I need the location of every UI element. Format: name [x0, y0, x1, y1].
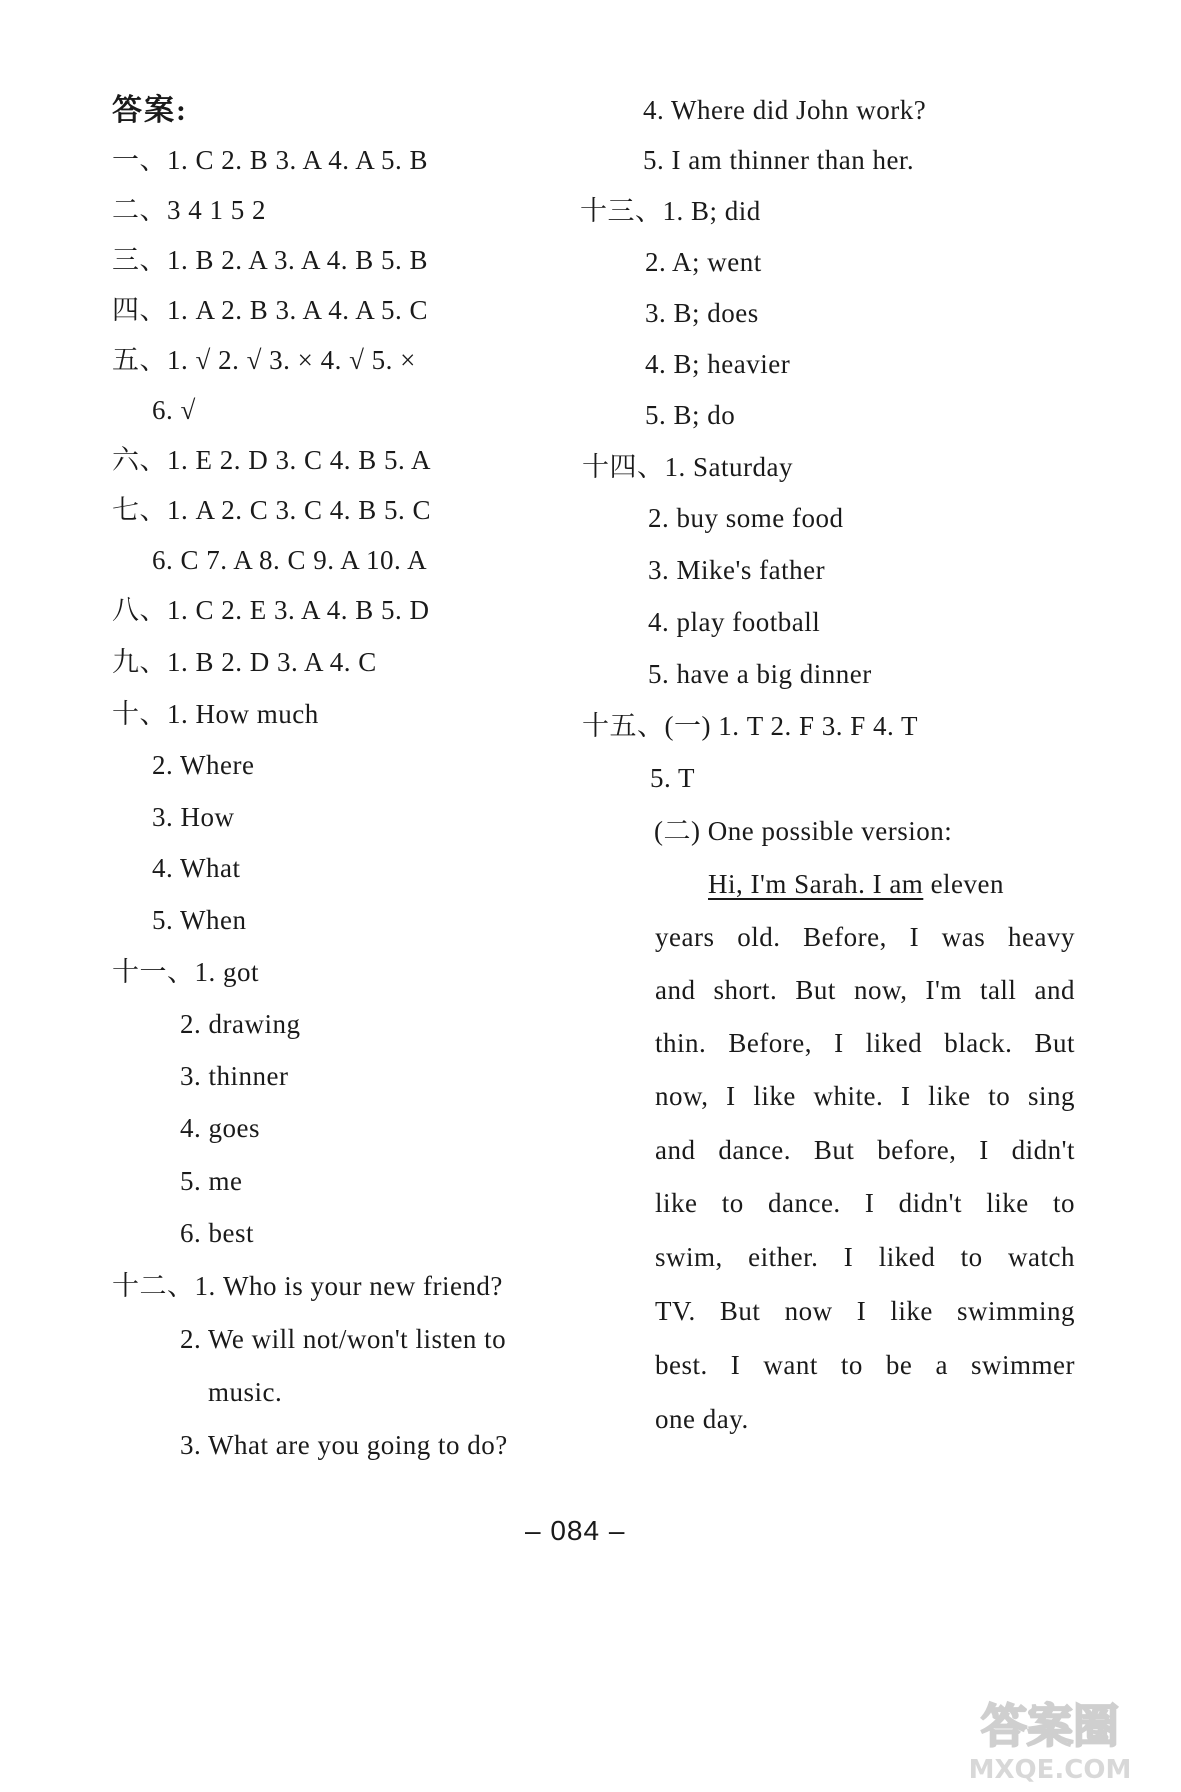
answer-line: 九、1. B 2. D 3. A 4. C	[112, 647, 377, 677]
essay-first-line	[708, 867, 1020, 901]
answer-line: 5. T	[650, 763, 696, 793]
answer-line: 十二、1. Who is your new friend?	[112, 1271, 503, 1301]
answer-line: 3. Mike's father	[648, 555, 826, 585]
essay-line: and dance. But before, I didn't	[655, 1135, 1075, 1165]
answer-line: 5. When	[152, 905, 247, 935]
answer-line: 3. How	[152, 802, 235, 832]
site-watermark-logo	[930, 1690, 1170, 1786]
essay-line: years old. Before, I was heavy	[655, 922, 1075, 952]
answer-line: 八、1. C 2. E 3. A 4. B 5. D	[112, 595, 430, 625]
answer-line: 4. play football	[648, 607, 821, 637]
answer-line: 3. What are you going to do?	[180, 1430, 508, 1460]
answer-line: 6. √	[152, 395, 196, 425]
answer-line: 4. B; heavier	[645, 349, 791, 379]
answer-line: 四、1. A 2. B 3. A 4. A 5. C	[112, 295, 429, 325]
answer-line: 4. What	[152, 853, 241, 883]
answer-line: 六、1. E 2. D 3. C 4. B 5. A	[112, 445, 432, 475]
answer-line: 十三、1. B; did	[580, 196, 761, 226]
essay-underlined-text: Hi, I'm Sarah. I am	[708, 869, 924, 899]
answer-line: 5. me	[180, 1166, 243, 1196]
essay-line: and short. But now, I'm tall and	[655, 975, 1075, 1005]
answer-line: 5. I am thinner than her.	[643, 145, 915, 175]
essay-line: now, I like white. I like to sing	[655, 1081, 1075, 1111]
answer-line: 十、1. How much	[112, 699, 319, 729]
answer-line: 十四、1. Saturday	[582, 452, 793, 482]
answer-line: 十一、1. got	[112, 957, 260, 987]
essay-line: thin. Before, I liked black. But	[655, 1028, 1075, 1058]
answer-line: 2. A; went	[645, 247, 762, 277]
answer-line: 3. B; does	[645, 298, 759, 328]
answer-line: 4. goes	[180, 1113, 260, 1143]
answer-line: 6. C 7. A 8. C 9. A 10. A	[152, 545, 428, 575]
essay-line: one day.	[655, 1404, 749, 1434]
essay-line: best. I want to be a swimmer	[655, 1350, 1075, 1380]
answer-line: (二) One possible version:	[654, 816, 953, 846]
answer-line: 2. buy some food	[648, 503, 844, 533]
answer-line: 3. thinner	[180, 1061, 289, 1091]
answer-line: 五、1. √ 2. √ 3. × 4. √ 5. ×	[112, 345, 416, 375]
answer-line: 5. have a big dinner	[648, 659, 872, 689]
answer-line: 一、1. C 2. B 3. A 4. A 5. B	[112, 145, 429, 175]
answer-line: 2. drawing	[180, 1009, 301, 1039]
answer-heading: 答案:	[112, 94, 188, 127]
answer-line: 三、1. B 2. A 3. A 4. B 5. B	[112, 245, 429, 275]
answer-line: 2. Where	[152, 750, 255, 780]
answer-line: 5. B; do	[645, 400, 736, 430]
essay-line: TV. But now I like swimming	[655, 1296, 1075, 1326]
answer-line: 七、1. A 2. C 3. C 4. B 5. C	[112, 495, 432, 525]
essay-first-rest: eleven	[923, 869, 1005, 899]
answer-line: 6. best	[180, 1218, 254, 1248]
watermark-domain: MXQE.COM	[968, 1755, 1132, 1785]
answer-line: 二、3 4 1 5 2	[112, 195, 266, 225]
answer-line: 2. We will not/won't listen to	[180, 1324, 507, 1354]
watermark-title: 答案圈	[981, 1699, 1119, 1753]
answer-line: 十五、(一) 1. T 2. F 3. F 4. T	[582, 711, 919, 741]
page-number: – 084 –	[525, 1515, 626, 1546]
essay-line: swim, either. I liked to watch	[655, 1242, 1075, 1272]
answer-line: 4. Where did John work?	[643, 95, 927, 125]
essay-line: like to dance. I didn't like to	[655, 1188, 1075, 1218]
answer-line: music.	[208, 1377, 283, 1407]
